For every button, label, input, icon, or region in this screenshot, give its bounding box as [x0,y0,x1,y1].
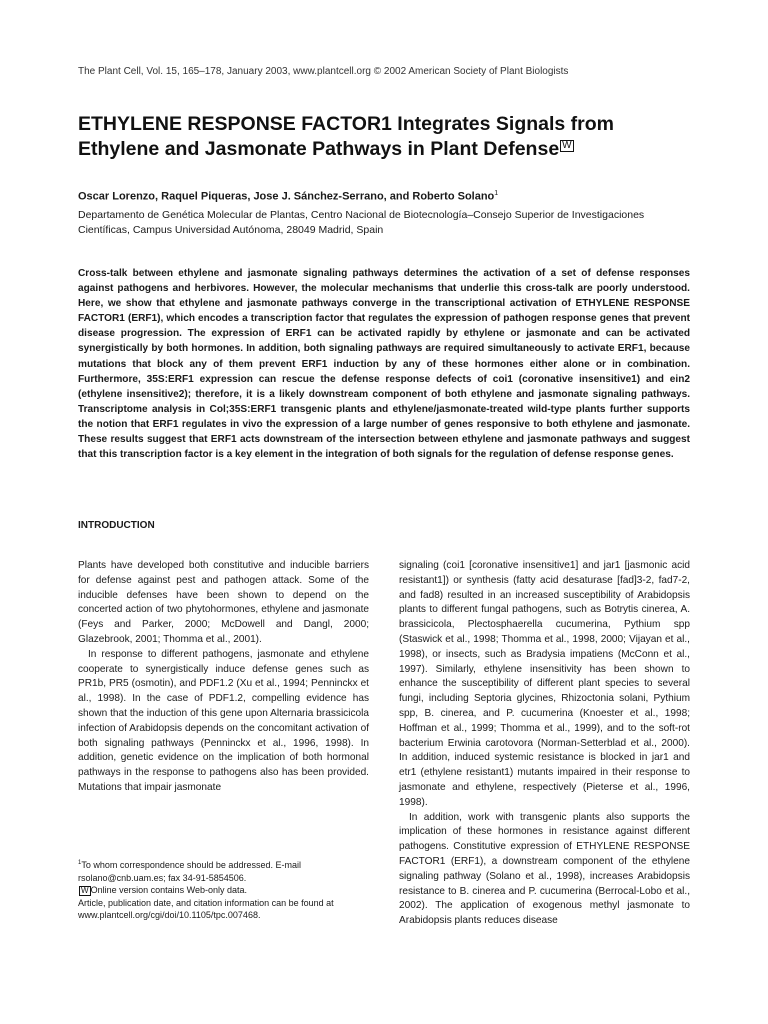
section-heading-introduction: INTRODUCTION [78,520,155,531]
web-only-marker: W [562,139,572,151]
author-footnote-mark: 1 [494,190,499,197]
running-head: The Plant Cell, Vol. 15, 165–178, January 2003, www.plantcell.org © 2002 American Society of Plant Biologists [78,66,569,77]
footnote-text: Online version contains Web-only data. [90,885,247,895]
body-column-right [399,559,690,929]
article-title [78,112,698,162]
paragraph: In addition, work with transgenic plants also supports the implication of these hormones in resistance against different pathogens. Constitutive expression of ETHYLENE RESPONSE FACTOR1 (ERF1), a downstream component of the ethylene signaling pathway (Solano et al., 1998), increases Arabidopsis resistance to B. cinerea and P. cucumerina (Berrocal-Lobo et al., 2002). The application of exogenous methyl jasmonate to Arabidopsis plants reduces disease [399,811,690,927]
author-names: Oscar Lorenzo, Raquel Piqueras, Jose J. Sánchez-Serrano, and Roberto Solano [78,190,495,203]
footnote-mark: 1 [78,860,82,866]
web-only-icon: W [81,886,89,895]
paragraph: In response to different pathogens, jasmonate and ethylene cooperate to synergistically induce defense genes such as PR1b, PR5 (osmotin), and PDF1.2 (Xu et al., 1994; Penninckx et al., 1998). In the case of PDF1.2, compelling evidence has shown that the induction of this gene upon Alternaria brassicicola infection of Arabidopsis depends on the concomitant activation of both signaling pathways (Penninckx et al., 1996, 1998). In addition, genetic evidence on the implication of both hormonal pathways in the response to pathogens also has been provided. Mutations that impair jasmonate [78,648,369,793]
footnote-correspondence [78,857,370,884]
footnote-web-only [78,884,370,897]
author-list [78,190,498,203]
abstract [78,266,690,462]
paragraph: signaling (coi1 [coronative insensitive1] and jar1 [jasmonic acid resistant1]) or synthesis (fatty acid desaturase [fad]3-2, fad7-2, and fad8) resulted in an increased susceptibility of Arabidopsis plants to different fungal pathogens, such as Botrytis cinerea, A. brassicicola, Plectosphaerella cucumerina, Pythium spp (Staswick et al., 1998; Thomma et al., 1998, 2000; Vijayan et al., 1998), or insects, such as Bradysia impatiens (McConn et al., 1997). Similarly, ethylene insensitivity has been shown to enhance the susceptibility of different plant species to several fungi, including Septoria glycines, Rhizoctonia solani, Pythium spp, B. cinerea, and P. cucumerina (Knoester et al., 1998; Hoffman et al., 1999; Thomma et al., 1999), and to the soft-rot bacterium Erwinia carotovora (Norman-Setterblad et al., 2000). In addition, induced systemic resistance is blocked in jar1 and etr1 (ethylene resistant1) mutants impaired in their response to jasmonate and ethylene, respectively (Pieterse et al., 1996, 1998). [399,560,690,808]
body-column-left [78,559,369,796]
footnote-text: To whom correspondence should be addressed. E-mail rsolano@cnb.uam.es; fax 34-91-5854506. [78,860,301,883]
affiliation: Departamento de Genética Molecular de Plantas, Centro Nacional de Biotecnología–Consejo Superior de Investigaciones Científicas, Campus Universidad Autónoma, 28049 Madrid, Spain [78,209,645,236]
footnote-citation: Article, publication date, and citation information can be found at www.plantcell.org/cgi/doi/10.1105/tpc.007468. [78,897,334,920]
title-text: ETHYLENE RESPONSE FACTOR1 Integrates Signals from Ethylene and Jasmonate Pathways in Plant Defense [78,113,615,160]
paragraph: Plants have developed both constitutive and inducible barriers for defense against pest and pathogen attack. Some of the inducible defenses have been shown to depend on the concerted action of two phytohormones, ethylene and jasmonate (Feys and Parker, 2000; McDowell and Dangl, 2000; Glazebrook, 2001; Thomma et al., 2001). [78,560,369,645]
abstract-text: Cross-talk between ethylene and jasmonate signaling pathways determines the activation of a set of defense responses against pathogens and herbivores. However, the molecular mechanisms that underlie this cross-talk are poorly understood. Here, we show that ethylene and jasmonate pathways converge in the transcriptional activation of ETHYLENE RESPONSE FACTOR1 (ERF1), which encodes a transcription factor that regulates the expression of pathogen response genes that prevent disease progression. The expression of ERF1 can be activated rapidly by ethylene or jasmonate and can be activated synergistically by both hormones. In addition, both signaling pathways are required simultaneously to activate ERF1, because mutations that block any of them prevent ERF1 induction by any of these hormones either alone or in combination. Furthermore, 35S:ERF1 expression can rescue the defense response defects of coi1 (coronative insensitive1) and ein2 (ethylene insensitive2); therefore, it is a likely downstream component of both ethylene and jasmonate signaling pathways. Transcriptome analysis in Col;35S:ERF1 transgenic plants and ethylene/jasmonate-treated wild-type plants further supports the notion that ERF1 regulates in vivo the expression of a large number of genes responsive to both ethylene and jasmonate. These results suggest that ERF1 acts downstream of the intersection between ethylene and jasmonate pathways and suggest that this transcription factor is a key element in the integration of both signals for the regulation of defense response genes. [78,268,690,461]
footnotes [78,857,370,922]
